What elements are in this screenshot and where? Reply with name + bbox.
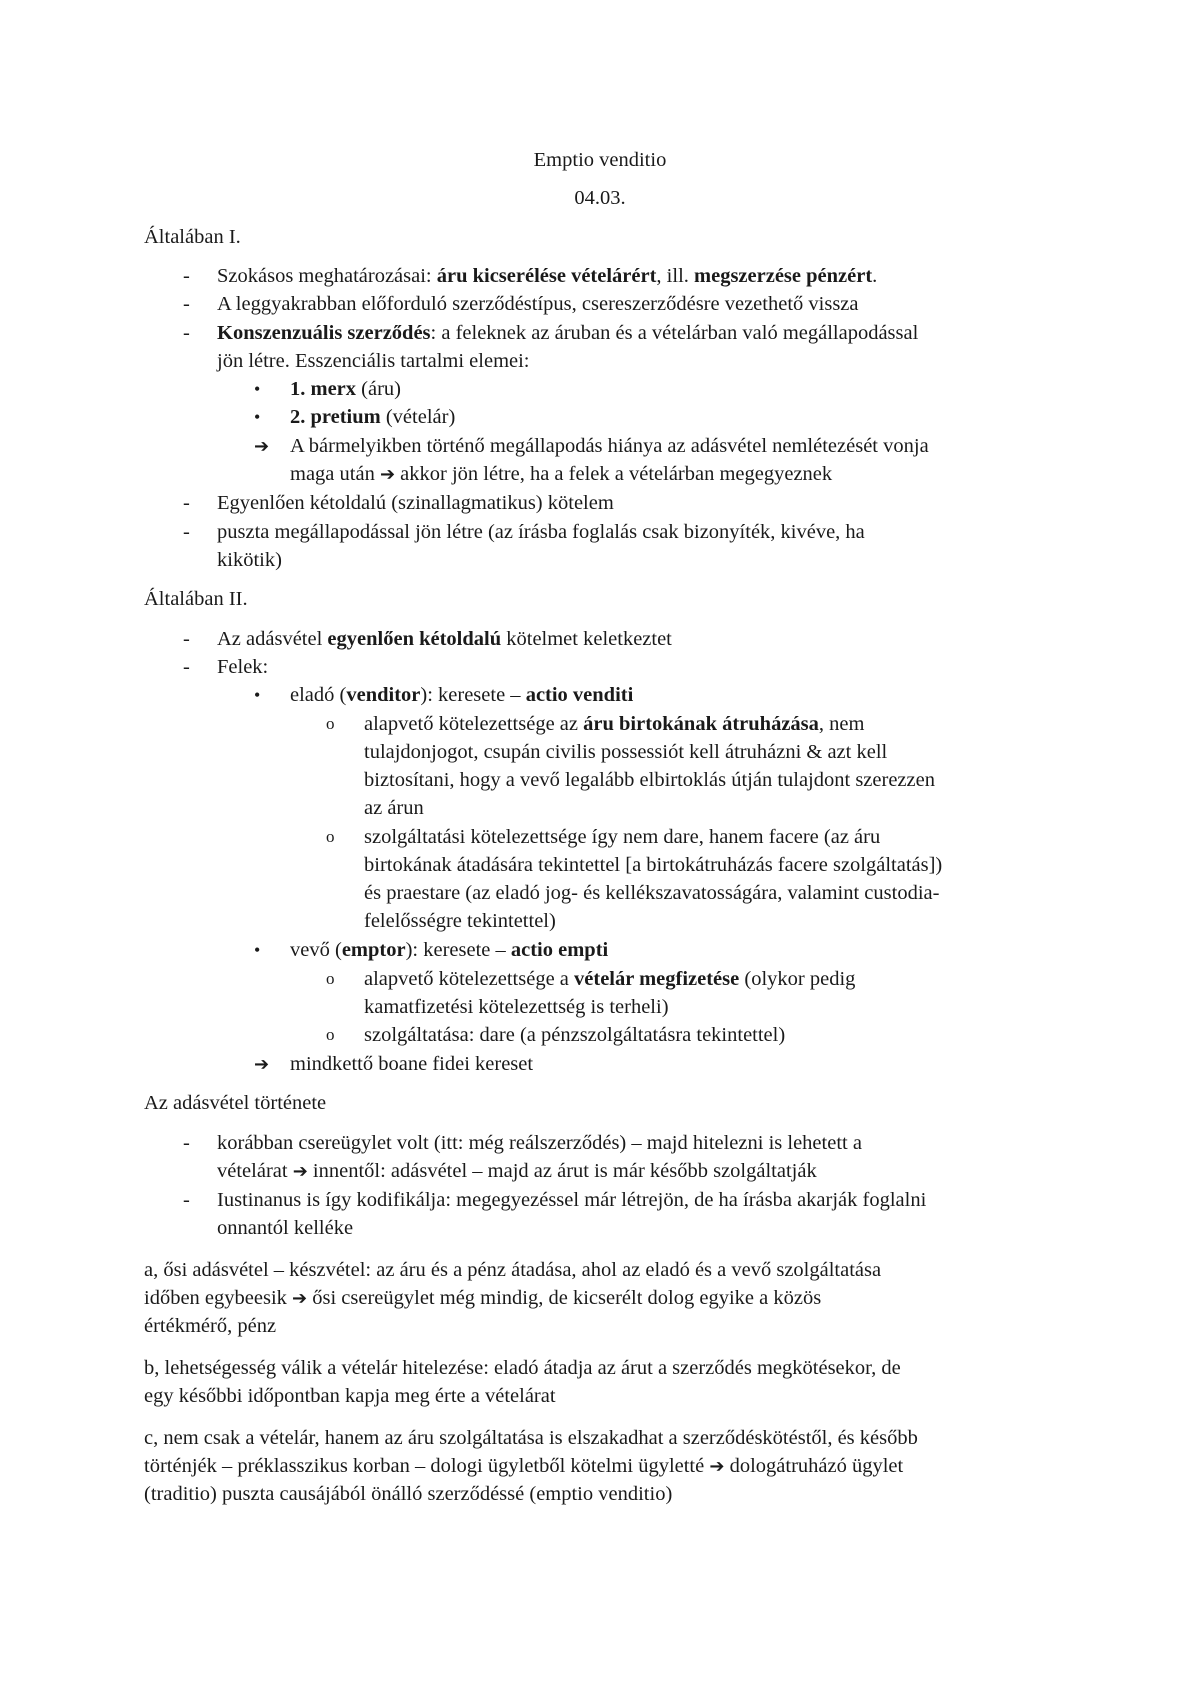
arrow-item-continuation: maga után ➔ akkor jön létre, ha a felek a vételárban megegyeznek xyxy=(290,463,833,485)
dash-marker: - xyxy=(183,1132,190,1154)
dash-marker: - xyxy=(183,1189,190,1211)
bullet-marker: • xyxy=(254,685,261,705)
list-item: Szokásos meghatározásai: áru kicserélése vételárért, ill. megszerzése pénzért. xyxy=(217,265,878,287)
paragraph-b-line: egy későbbi időpontban kapja meg érte a vételárat xyxy=(144,1385,556,1407)
section-heading-1: Általában I. xyxy=(144,226,241,248)
bullet-marker: • xyxy=(254,940,261,960)
document-title: Emptio venditio xyxy=(533,149,667,171)
section-heading-2: Általában II. xyxy=(144,588,248,610)
sub-item-continuation: biztosítani, hogy a vevő legalább elbirtoklás útján tulajdont szerezzen xyxy=(364,769,935,791)
dash-marker: - xyxy=(183,293,190,315)
right-arrow-icon: ➔ xyxy=(254,1054,270,1075)
list-item: Felek: xyxy=(217,656,269,678)
list-item: A leggyakrabban előforduló szerződéstípus, csereszerződésre vezethető vissza xyxy=(217,293,859,315)
arrow-marker xyxy=(254,432,269,461)
sub-item: alapvető kötelezettsége a vételár megfizetése (olykor pedig xyxy=(364,968,856,990)
sub-item-continuation: felelősségre tekintettel) xyxy=(364,910,556,932)
right-arrow-icon: ➔ xyxy=(292,1288,308,1309)
paragraph-a-line: időben egybeesik ➔ ősi csereügylet még mindig, de kicserélt dolog egyike a közös xyxy=(144,1287,822,1309)
dash-marker: - xyxy=(183,492,190,514)
sub-item-continuation: kamatfizetési kötelezettség is terheli) xyxy=(364,996,669,1018)
list-item-continuation: onnantól kelléke xyxy=(217,1217,354,1239)
list-item: Az adásvétel egyenlően kétoldalú kötelmet keletkeztet xyxy=(217,628,672,650)
sub-item-continuation: tulajdonjogot, csupán civilis possessiót kell átruházni & azt kell xyxy=(364,741,888,763)
dash-marker: - xyxy=(183,521,190,543)
circle-marker: o xyxy=(326,827,335,846)
bullet-item-buyer: vevő (emptor): keresete – actio empti xyxy=(290,939,609,961)
list-item: Iustinanus is így kodifikálja: megegyezéssel már létrejön, de ha írásba akarják foglalni xyxy=(217,1189,927,1211)
right-arrow-icon: ➔ xyxy=(254,436,270,457)
circle-marker: o xyxy=(326,714,335,733)
list-item: puszta megállapodással jön létre (az írásba foglalás csak bizonyíték, kivéve, ha xyxy=(217,521,865,543)
arrow-marker xyxy=(254,1050,269,1079)
list-item-continuation: vételárat ➔ innentől: adásvétel – majd az árut is már később szolgáltatják xyxy=(217,1160,817,1182)
list-item-continuation: jön létre. Esszenciális tartalmi elemei: xyxy=(217,350,530,372)
paragraph-a: a, ősi adásvétel – készvétel: az áru és a pénz átadása, ahol az eladó és a vevő szolgáltatása xyxy=(144,1259,882,1281)
right-arrow-icon: ➔ xyxy=(292,1161,308,1182)
arrow-item: mindkettő boane fidei kereset xyxy=(290,1053,534,1075)
list-item-continuation: kikötik) xyxy=(217,549,282,571)
circle-marker: o xyxy=(326,1025,335,1044)
sub-item: szolgáltatása: dare (a pénzszolgáltatásra tekintettel) xyxy=(364,1024,786,1046)
paragraph-c-line: (traditio) puszta causájából önálló szerződéssé (emptio venditio) xyxy=(144,1483,673,1505)
paragraph-a-line: értékmérő, pénz xyxy=(144,1315,277,1337)
section-heading-3: Az adásvétel története xyxy=(144,1092,327,1114)
sub-item-continuation: birtokának átadására tekintettel [a birtokátruházás facere szolgáltatás]) xyxy=(364,854,943,876)
bullet-item: 2. pretium (vételár) xyxy=(290,406,456,428)
dash-marker: - xyxy=(183,628,190,650)
right-arrow-icon: ➔ xyxy=(709,1456,725,1477)
dash-marker: - xyxy=(183,656,190,678)
document-date: 04.03. xyxy=(574,187,626,209)
sub-item-continuation: és praestare (az eladó jog- és kellékszavatosságára, valamint custodia- xyxy=(364,882,940,904)
list-item: Konszenzuális szerződés: a feleknek az áruban és a vételárban való megállapodással xyxy=(217,322,919,344)
right-arrow-icon: ➔ xyxy=(379,464,396,485)
bullet-item-seller: eladó (venditor): keresete – actio venditi xyxy=(290,684,634,706)
paragraph-c: c, nem csak a vételár, hanem az áru szolgáltatása is elszakadhat a szerződéskötéstől, és később xyxy=(144,1427,918,1449)
sub-item-continuation: az árun xyxy=(364,797,424,819)
list-item: Egyenlően kétoldalú (szinallagmatikus) kötelem xyxy=(217,492,614,514)
sub-item: alapvető kötelezettsége az áru birtokának átruházása, nem xyxy=(364,713,865,735)
paragraph-c-line: történjék – préklasszikus korban – dologi ügyletből kötelmi ügyletté ➔ dologátruházó ügylet xyxy=(144,1455,904,1477)
bullet-item: 1. merx (áru) xyxy=(290,378,401,400)
dash-marker: - xyxy=(183,265,190,287)
list-item: korábban csereügylet volt (itt: még reálszerződés) – majd hitelezni is lehetett a xyxy=(217,1132,862,1154)
bullet-marker: • xyxy=(254,379,261,399)
paragraph-b: b, lehetségesség válik a vételár hitelezése: eladó átadja az árut a szerződés megkötésekor, de xyxy=(144,1357,901,1379)
bullet-marker: • xyxy=(254,407,261,427)
dash-marker: - xyxy=(183,322,190,344)
sub-item: szolgáltatási kötelezettsége így nem dare, hanem facere (az áru xyxy=(364,826,881,848)
arrow-item: A bármelyikben történő megállapodás hiánya az adásvétel nemlétezését vonja xyxy=(290,435,929,457)
circle-marker: o xyxy=(326,969,335,988)
